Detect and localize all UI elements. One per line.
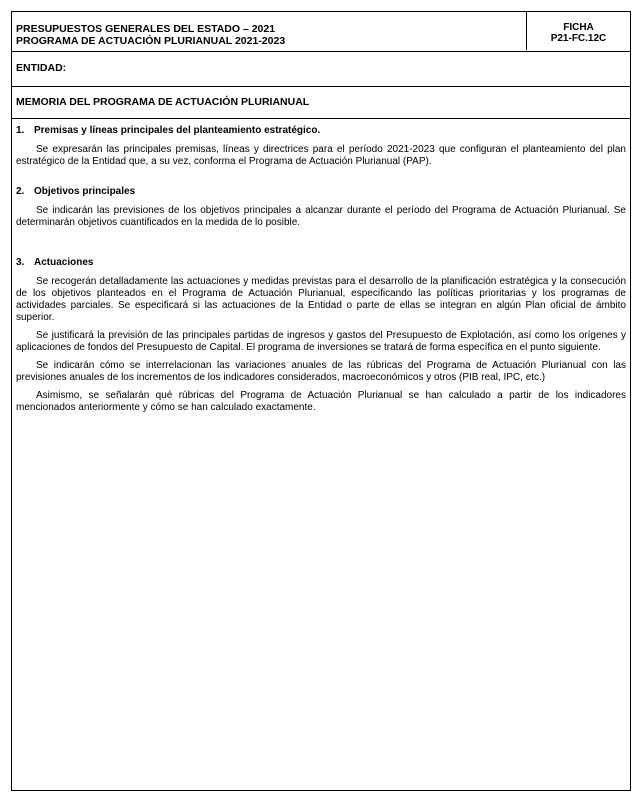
- form-title: [16, 23, 285, 47]
- memoria-row: [12, 87, 630, 119]
- section-heading: [16, 125, 626, 137]
- section-paragraph: Asimismo, se señalarán qué rúbricas del Programa de Actuación Plurianual se han calculado a partir de los indicadores mencionados anteriormente y cómo se han calculado exactamente.: [16, 390, 626, 413]
- ficha-label: FICHA: [563, 22, 594, 33]
- section-heading: [16, 257, 626, 269]
- entity-row: [12, 52, 630, 87]
- section-title: Actuaciones: [34, 257, 94, 268]
- memoria-title: MEMORIA DEL PROGRAMA DE ACTUACIÓN PLURIANUAL: [16, 96, 310, 108]
- section-number: 3.: [16, 257, 25, 268]
- form-frame: [11, 11, 631, 791]
- form-header: [12, 12, 630, 52]
- memoria-content: [16, 125, 626, 420]
- section-paragraph: Se expresarán las principales premisas, líneas y directrices para el período 2021-2023 que configuran el planteamiento del plan estratégico de la Entidad que, a su vez, conforma el Programa de Actuación Plurianual (PAP).: [16, 144, 626, 167]
- ficha-box: [526, 12, 630, 50]
- section-paragraph: Se indicarán cómo se interrelacionan las variaciones anuales de las rúbricas del Programa de Actuación Plurianual con las previsiones anuales de los incrementos de los indicadores considerados, macroeconómicos y otros (PIB real, IPC, etc.): [16, 360, 626, 383]
- section-heading: [16, 186, 626, 198]
- section-premisas: [16, 125, 626, 168]
- section-actuaciones: [16, 257, 626, 414]
- section-number: 2.: [16, 186, 25, 197]
- section-paragraph: Se justificará la previsión de las principales partidas de ingresos y gastos del Presupuesto de Explotación, así como los orígenes y aplicaciones de fondos del Presupuesto de Capital. El programa de inversiones se tratará de forma específica en el punto siguiente.: [16, 330, 626, 353]
- ficha-code: P21-FC.12C: [550, 33, 607, 44]
- section-title: Premisas y líneas principales del planteamiento estratégico.: [34, 125, 321, 136]
- section-objetivos: [16, 186, 626, 229]
- section-paragraph: Se recogerán detalladamente las actuaciones y medidas previstas para el desarrollo de la planificación estratégica y la consecución de los objetivos planteados en el Programa de Actuación Plurianual, especificando las políticas prioritarias y los programas de actividades parciales. Se especificará si las actuaciones de la Entidad o parte de ellas se integran en algún Plan oficial de ámbito superior.: [16, 276, 626, 323]
- form-title-line2: PROGRAMA DE ACTUACIÓN PLURIANUAL 2021-2023: [16, 35, 286, 47]
- entity-label: ENTIDAD:: [16, 62, 67, 74]
- section-title: Objetivos principales: [34, 186, 136, 197]
- section-number: 1.: [16, 125, 25, 136]
- section-paragraph: Se indicarán las previsiones de los objetivos principales a alcanzar durante el período del Programa de Actuación Plurianual. Se determinarán objetivos cuantificados en la medida de lo posible.: [16, 205, 626, 228]
- form-title-line1: PRESUPUESTOS GENERALES DEL ESTADO – 2021: [16, 23, 276, 35]
